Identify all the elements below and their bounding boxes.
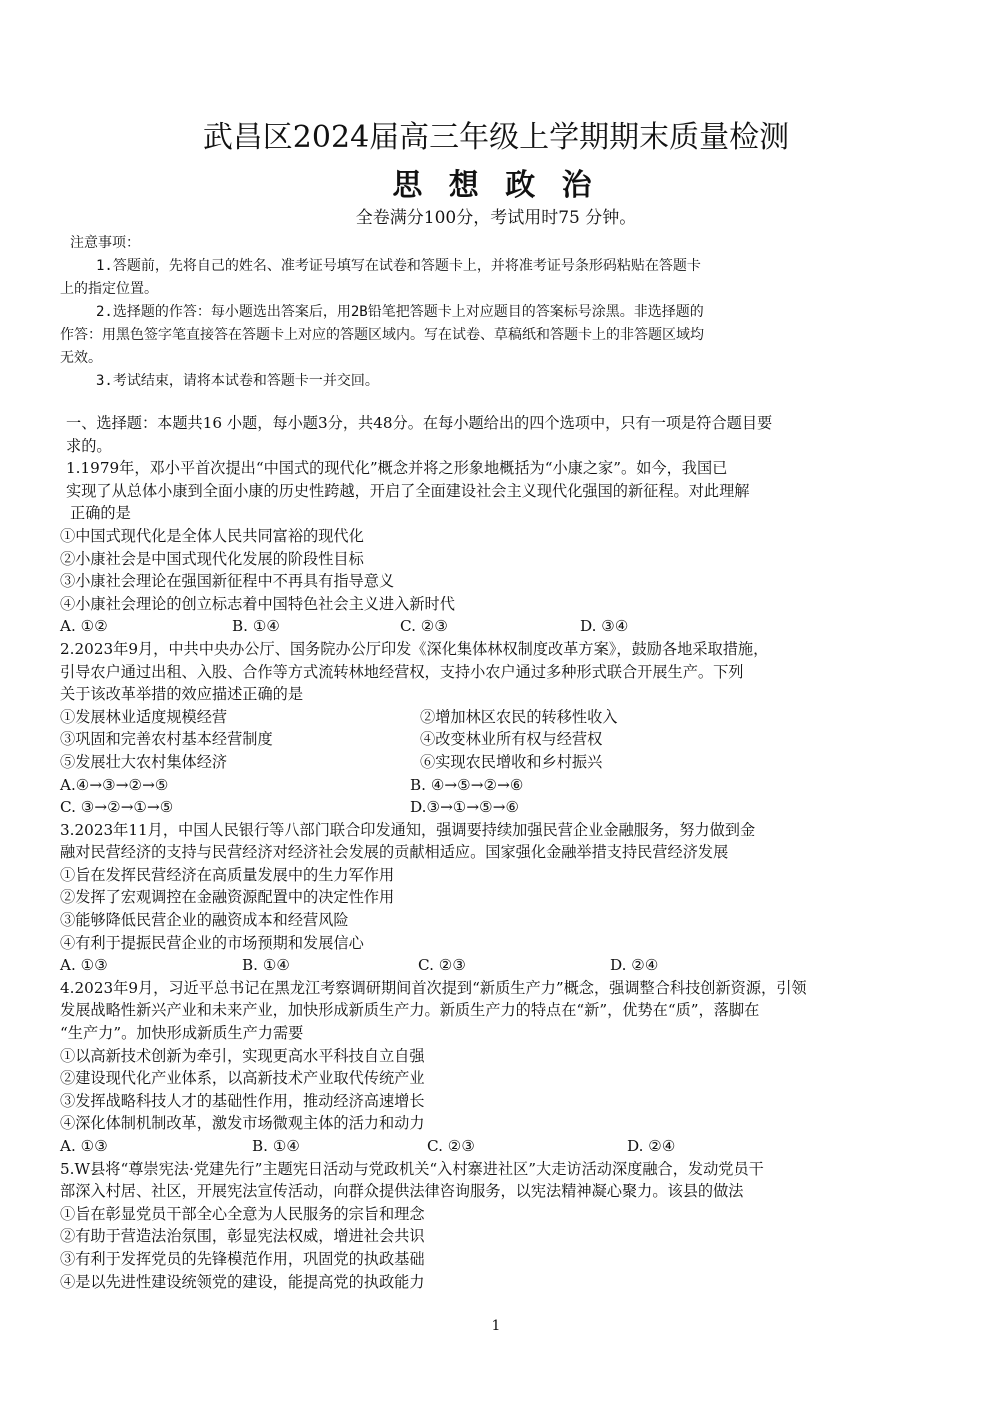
option-b: B. ①④ [242, 956, 291, 975]
question-2-item: ⑤发展壮大农村集体经济 [60, 752, 228, 771]
option-a: A.④→③→②→⑤ [60, 775, 169, 794]
question-5-item: ③有利于发挥党员的先锋模范作用，巩固党的执政基础 [60, 1249, 425, 1268]
question-4-stem: “生产力”。加快形成新质生产力需要 [60, 1024, 304, 1043]
question-2-item: ②增加林区农民的转移性收入 [420, 707, 618, 726]
question-3-item: ①旨在发挥民营经济在高质量发展中的生力军作用 [60, 865, 395, 884]
question-1-options [60, 615, 940, 638]
question-3-stem: 3.2023年11月，中国人民银行等八部门联合印发通知，强调要持续加强民营企业金融服务，努力做到金 [60, 820, 756, 839]
note-line: 1.答题前，先将自己的姓名、准考证号填写在试卷和答题卡上，并将准考证号条形码粘贴在答题卡 [96, 258, 701, 274]
option-c: C. ②③ [400, 617, 448, 636]
note-line: 3.考试结束，请将本试卷和答题卡一并交回。 [96, 373, 379, 389]
note-line: 作答：用黑色签字笔直接答在答题卡上对应的答题区域内。写在试卷、草稿纸和答题卡上的非答题区域均 [60, 327, 704, 343]
question-3-options [60, 954, 940, 977]
questions-body [60, 412, 940, 1293]
note-line: 上的指定位置。 [60, 281, 158, 297]
question-5-stem: 5.W县将“尊崇宪法·党建先行”主题宪日活动与党政机关“入村寨进社区”大走访活动深度融合，发动党员干 [60, 1159, 764, 1178]
question-2-options-row [60, 796, 940, 819]
option-d: D. ②④ [610, 956, 659, 975]
question-2-item: ⑥实现农民增收和乡村振兴 [420, 752, 603, 771]
option-a: A. ①② [60, 617, 108, 636]
option-a: A. ①③ [60, 956, 108, 975]
question-4-item: ①以高新技术创新为牵引，实现更高水平科技自立自强 [60, 1046, 425, 1065]
question-2-options-row [60, 774, 940, 797]
question-5-stem: 部深入村居、社区，开展宪法宣传活动，向群众提供法律咨询服务，以宪法精神凝心聚力。该县的做法 [60, 1182, 744, 1201]
notes-heading: 注意事项： [70, 235, 140, 251]
option-b: B. ①④ [232, 617, 281, 636]
section-heading: 一、选择题：本题共16 小题，每小题3分，共48分。在每小题给出的四个选项中，只有一项是符合题目要 [66, 414, 773, 432]
question-2-stem: 引导农户通过出租、入股、合作等方式流转林地经营权，支持小农户通过多种形式联合开展生产。下列 [60, 662, 744, 681]
question-4-stem: 4.2023年9月，习近平总书记在黑龙江考察调研期间首次提到“新质生产力”概念，强调整合科技创新资源，引领 [60, 978, 807, 997]
subject-title: 思 想 政 治 [392, 168, 600, 203]
exam-meta: 全卷满分100分，考试用时75 分钟。 [355, 208, 637, 228]
exam-title: 武昌区2024届高三年级上学期期末质量检测 [202, 120, 790, 155]
question-2-item-row [60, 751, 940, 774]
question-2-item-row [60, 728, 940, 751]
question-4-stem: 发展战略性新兴产业和未来产业，加快形成新质生产力。新质生产力的特点在“新”，优势在“质”，落脚在 [60, 1001, 760, 1020]
question-4-item: ③发挥战略科技人才的基础性作用，推动经济高速增长 [60, 1091, 425, 1110]
option-c: C. ②③ [418, 956, 466, 975]
question-3-item: ④有利于提振民营企业的市场预期和发展信心 [60, 933, 364, 952]
option-a: A. ①③ [60, 1137, 108, 1155]
question-5-item: ②有助于营造法治氛围，彰显宪法权威，增进社会共识 [60, 1227, 425, 1246]
option-b: B. ④→⑤→②→⑥ [410, 775, 524, 794]
question-2-item: ④改变林业所有权与经营权 [420, 730, 603, 749]
question-4-item: ②建设现代化产业体系，以高新技术产业取代传统产业 [60, 1069, 425, 1088]
question-3-item: ③能够降低民营企业的融资成本和经营风险 [60, 911, 349, 930]
option-d: D.③→①→⑤→⑥ [410, 798, 520, 817]
question-4-item: ④深化体制机制改革，激发市场微观主体的活力和动力 [60, 1114, 425, 1133]
question-5-item: ①旨在彰显党员干部全心全意为人民服务的宗旨和理念 [60, 1204, 425, 1223]
question-5-item: ④是以先进性建设统领党的建设，能提高党的执政能力 [60, 1272, 425, 1291]
question-2-item-row [60, 706, 940, 729]
question-3-item: ②发挥了宏观调控在金融资源配置中的决定性作用 [60, 888, 395, 907]
question-2-stem: 2.2023年9月，中共中央办公厅、国务院办公厅印发《深化集体林权制度改革方案》，鼓励各地采取措施， [60, 639, 769, 658]
option-c: C. ②③ [427, 1137, 475, 1155]
question-1-item: ③小康社会理论在强国新征程中不再具有指导意义 [60, 572, 395, 591]
notes-section [60, 232, 880, 393]
question-2-stem: 关于该改革举措的效应描述正确的是 [60, 685, 303, 704]
note-line: 无效。 [60, 350, 102, 366]
question-1-item: ②小康社会是中国式现代化发展的阶段性目标 [60, 549, 364, 568]
question-3-stem: 融对民营经济的支持与民营经济对经济社会发展的贡献相适应。国家强化金融举措支持民营经济发展 [60, 843, 729, 862]
question-1-stem: 1.1979年，邓小平首次提出“中国式的现代化”概念并将之形象地概括为“小康之家”。如今，我国已 [66, 459, 728, 478]
question-2-item: ①发展林业适度规模经营 [60, 707, 228, 726]
note-line: 2.选择题的作答：每小题选出答案后，用2B铅笔把答题卡上对应题目的答案标号涂黑。非选择题的 [96, 304, 704, 320]
question-1-item: ④小康社会理论的创立标志着中国特色社会主义进入新时代 [60, 594, 455, 613]
option-c: C. ③→②→①→⑤ [60, 798, 174, 817]
question-1-stem: 实现了从总体小康到全面小康的历史性跨越，开启了全面建设社会主义现代化强国的新征程。对此理解 [66, 481, 750, 500]
option-b: B. ①④ [252, 1137, 301, 1155]
page-number: 1 [491, 1318, 501, 1334]
section-heading-cont: 求的。 [66, 436, 112, 455]
question-1-stem: 正确的是 [70, 504, 131, 523]
option-d: D. ②④ [627, 1137, 676, 1155]
question-1-item: ①中国式现代化是全体人民共同富裕的现代化 [60, 526, 364, 545]
option-d: D. ③④ [580, 617, 629, 636]
question-4-options [60, 1135, 940, 1158]
question-2-item: ③巩固和完善农村基本经营制度 [60, 730, 273, 749]
